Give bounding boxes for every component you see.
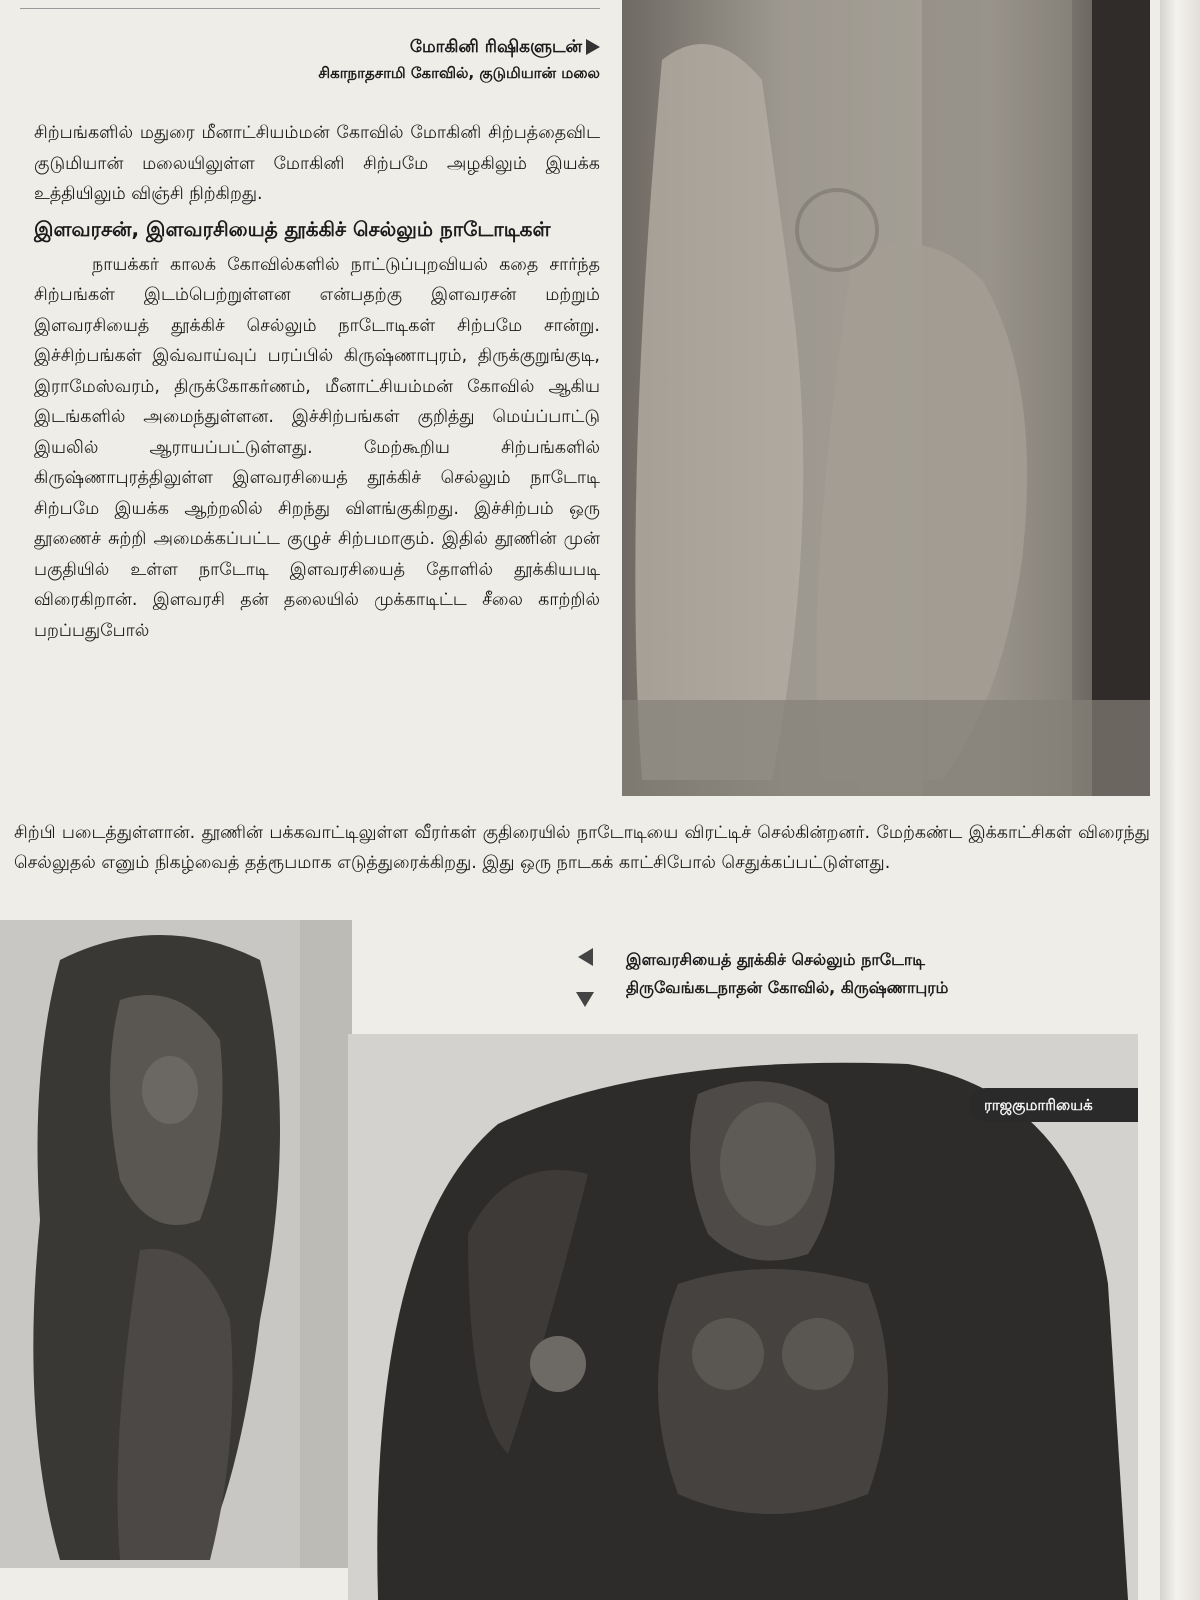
paragraph-2: நாயக்கர் காலக் கோவில்களில் நாட்டுப்புறவியல் கதை சார்ந்த சிற்பங்கள் இடம்பெற்றுள்ளன என்பதற்கு இளவரசன் மற்றும் இளவரசியைத் தூக்கிச் செல்லும் நாடோடிகள் சிற்பமே சான்று. இச்சிற்பங்கள் இவ்வாய்வுப் பரப்பில் கிருஷ்ணாபுரம், திருக்குறுங்குடி, இராமேஸ்வரம், திருக்கோகர்ணம், மீனாட்சியம்மன் கோவில் ஆகிய இடங்களில் அமைந்துள்ளன. இச்சிற்பங்கள் குறித்து மெய்ப்பாட்டு இயலில் ஆராயப்பட்டுள்ளது. மேற்கூறிய சிற்பங்களில் கிருஷ்ணாபுரத்திலுள்ள இளவரசியைத் தூக்கிச் செல்லும் நாடோடி சிற்பமே இயக்க ஆற்றலில் சிறந்து விளங்குகிறது. இச்சிற்பம் ஒரு தூணைச் சுற்றி அமைக்கப்பட்ட குழுச் சிற்பமாகும். இதில் தூணின் முன் பகுதியில் உள்ள நாடோடி இளவரசியைத் தோளில் தூக்கியபடி விரைகிறான். இளவரசி தன் தலையில் முக்காடிட்ட சீலை காற்றில் பறப்பதுபோல் (34, 254, 600, 641)
page-header-rule (20, 0, 600, 9)
body-text-column (34, 118, 600, 646)
nomad-carrying-princess-photo-left (0, 920, 352, 1568)
mohini-sculpture-photo (622, 0, 1150, 796)
page-edge (1160, 0, 1200, 1600)
photo-banner-label: ராஜகுமாரியைக் (970, 1088, 1138, 1122)
figure-caption-bottom (626, 946, 1066, 1002)
arrow-left-icon (578, 948, 593, 966)
caption-top-line2: சிகாநாதசாமி கோவில், குடுமியான் மலை (318, 64, 600, 82)
princess-sculpture-closeup-photo (348, 1034, 1138, 1600)
paragraph-1: சிற்பங்களில் மதுரை மீனாட்சியம்மன் கோவில் மோகினி சிற்பத்தைவிட குடுமியான் மலையிலுள்ள மோகினி சிற்பமே அழகிலும் இயக்க உத்தியிலும் விஞ்சி நிற்கிறது. (34, 123, 600, 204)
caption-top-line1: மோகினி ரிஷிகளுடன் (409, 37, 582, 57)
arrow-down-icon (576, 992, 594, 1007)
caption-bottom-line2: திருவேங்கடநாதன் கோவில், கிருஷ்ணாபுரம் (626, 978, 949, 997)
caption-bottom-line1: இளவரசியைத் தூக்கிச் செல்லும் நாடோடி (626, 950, 925, 969)
section-heading: இளவரசன், இளவரசியைத் தூக்கிச் செல்லும் நாடோடிகள் (34, 216, 551, 241)
triangle-right-icon (586, 39, 600, 55)
figure-caption-top (200, 34, 600, 86)
paragraph-3: சிற்பி படைத்துள்ளான். தூணின் பக்கவாட்டிலுள்ள வீரர்கள் குதிரையில் நாடோடியை விரட்டிச் செல்கின்றனர். மேற்கண்ட இக்காட்சிகள் விரைந்து செல்லுதல் எனும் நிகழ்வைத் தத்ரூபமாக எடுத்துரைக்கிறது. இது ஒரு நாடகக் காட்சிபோல் செதுக்கப்பட்டுள்ளது. (14, 823, 1150, 873)
